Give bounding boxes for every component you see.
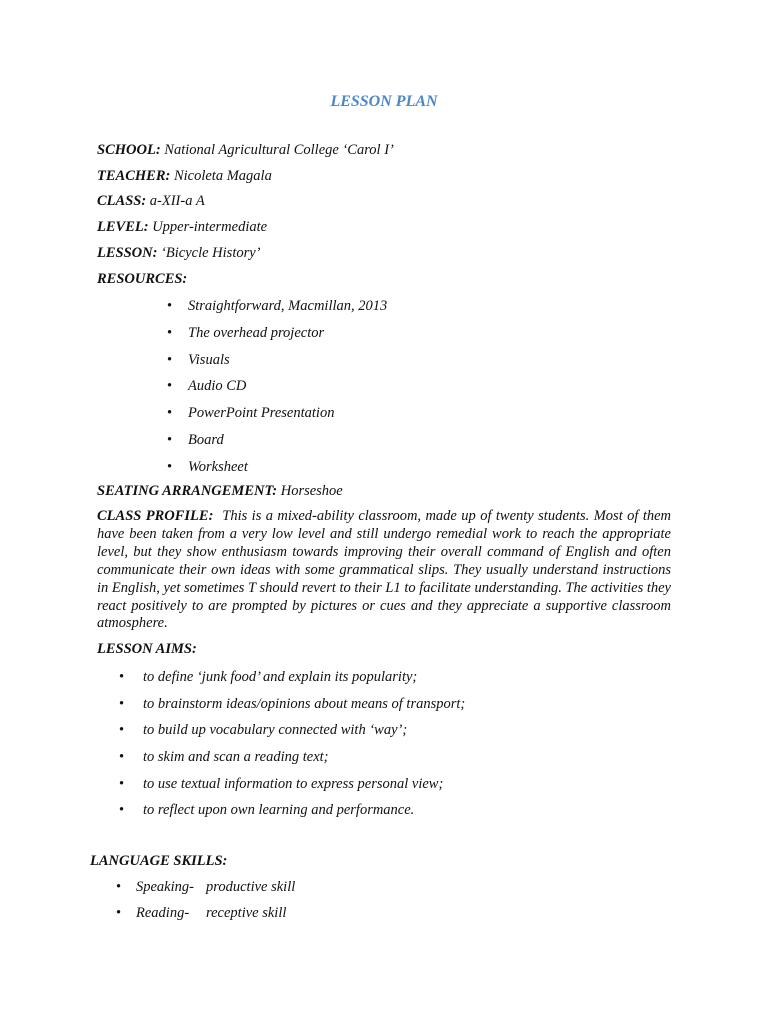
bullet-icon: • <box>167 324 173 341</box>
language-skills-list <box>116 876 296 928</box>
bullet-icon: • <box>119 775 125 792</box>
teacher-field <box>97 168 272 185</box>
skill-type: receptive skill <box>206 905 287 921</box>
list-item <box>116 902 295 928</box>
bullet-icon: • <box>119 722 125 739</box>
resources-label: RESOURCES: <box>97 271 188 287</box>
seating-label: SEATING ARRANGEMENT: <box>97 483 278 499</box>
bullet-icon: • <box>119 695 125 712</box>
list-item <box>116 876 296 902</box>
page-title: LESSON PLAN <box>330 93 438 110</box>
list-item: • to brainstorm ideas/opinions about means of transport; <box>143 693 465 720</box>
skill-name: Speaking- <box>136 879 194 895</box>
bullet-icon: • <box>167 298 173 314</box>
school-value: National Agricultural College ‘Carol I’ <box>164 142 394 158</box>
level-field <box>97 219 267 236</box>
list-item: • to reflect upon own learning and performance. <box>143 799 465 826</box>
bullet-icon: • <box>167 378 173 395</box>
list-item: • PowerPoint Presentation <box>188 402 387 429</box>
list-item: • Worksheet <box>188 456 387 483</box>
bullet-icon: • <box>119 749 125 766</box>
list-item: • Audio CD <box>188 375 387 402</box>
list-item: • Straightforward, Macmillan, 2013 <box>188 295 387 322</box>
list-item: • to skim and scan a reading text; <box>143 746 465 773</box>
list-item: • The overhead projector <box>188 322 387 349</box>
bullet-icon: • <box>167 458 173 475</box>
language-skills-label: LANGUAGE SKILLS: <box>90 853 228 869</box>
bullet-icon: • <box>116 905 122 921</box>
school-field <box>97 142 394 159</box>
resources-heading <box>97 271 187 288</box>
skill-type: productive skill <box>206 879 296 895</box>
bullet-icon: • <box>116 879 122 895</box>
list-item: • to build up vocabulary connected with ‘way’; <box>143 719 465 746</box>
school-label: SCHOOL: <box>97 142 161 158</box>
lesson-aims-label: LESSON AIMS: <box>97 641 197 657</box>
level-value: Upper-intermediate <box>152 219 268 235</box>
class-value: a-XII-a A <box>149 193 205 209</box>
language-skills-heading <box>90 853 227 870</box>
class-profile-paragraph <box>97 508 671 633</box>
bullet-icon: • <box>167 405 173 422</box>
class-profile-text: This is a mixed-ability classroom, made up of twenty students. Most of them have been taken from a very low level and still undergo remedial work to reach the appropriate level, but they show enthusiasm towards improving their overall command of English and often communicate their own ideas with some grammatical slips. They usually understand instructions in English, yet sometimes T should revert to their L1 to facilitate understanding. The activities they react positively to are prompted by pictures or cues and they appreciate a supportive classroom atmosphere. <box>97 508 672 632</box>
seating-value: Horseshoe <box>280 483 343 499</box>
bullet-icon: • <box>119 669 125 685</box>
list-item: • to use textual information to express personal view; <box>143 773 465 800</box>
class-label: CLASS: <box>97 193 147 209</box>
lesson-field <box>97 245 261 262</box>
bullet-icon: • <box>167 431 173 448</box>
class-field <box>97 193 205 210</box>
seating-field <box>97 483 343 500</box>
lesson-label: LESSON: <box>97 245 158 261</box>
list-item: • Visuals <box>188 349 387 376</box>
list-item: • Board <box>188 429 387 456</box>
level-label: LEVEL: <box>97 219 149 235</box>
skill-name: Reading- <box>136 905 190 921</box>
list-item: • to define ‘junk food’ and explain its popularity; <box>143 666 465 693</box>
lesson-value: ‘Bicycle History’ <box>161 245 261 261</box>
lesson-aims-list <box>119 666 466 826</box>
resources-list <box>167 295 388 483</box>
bullet-icon: • <box>167 351 173 368</box>
teacher-value: Nicoleta Magala <box>173 168 272 184</box>
teacher-label: TEACHER: <box>97 168 171 184</box>
bullet-icon: • <box>119 802 125 819</box>
class-profile-label: CLASS PROFILE: <box>97 508 214 524</box>
lesson-aims-heading <box>97 641 197 658</box>
